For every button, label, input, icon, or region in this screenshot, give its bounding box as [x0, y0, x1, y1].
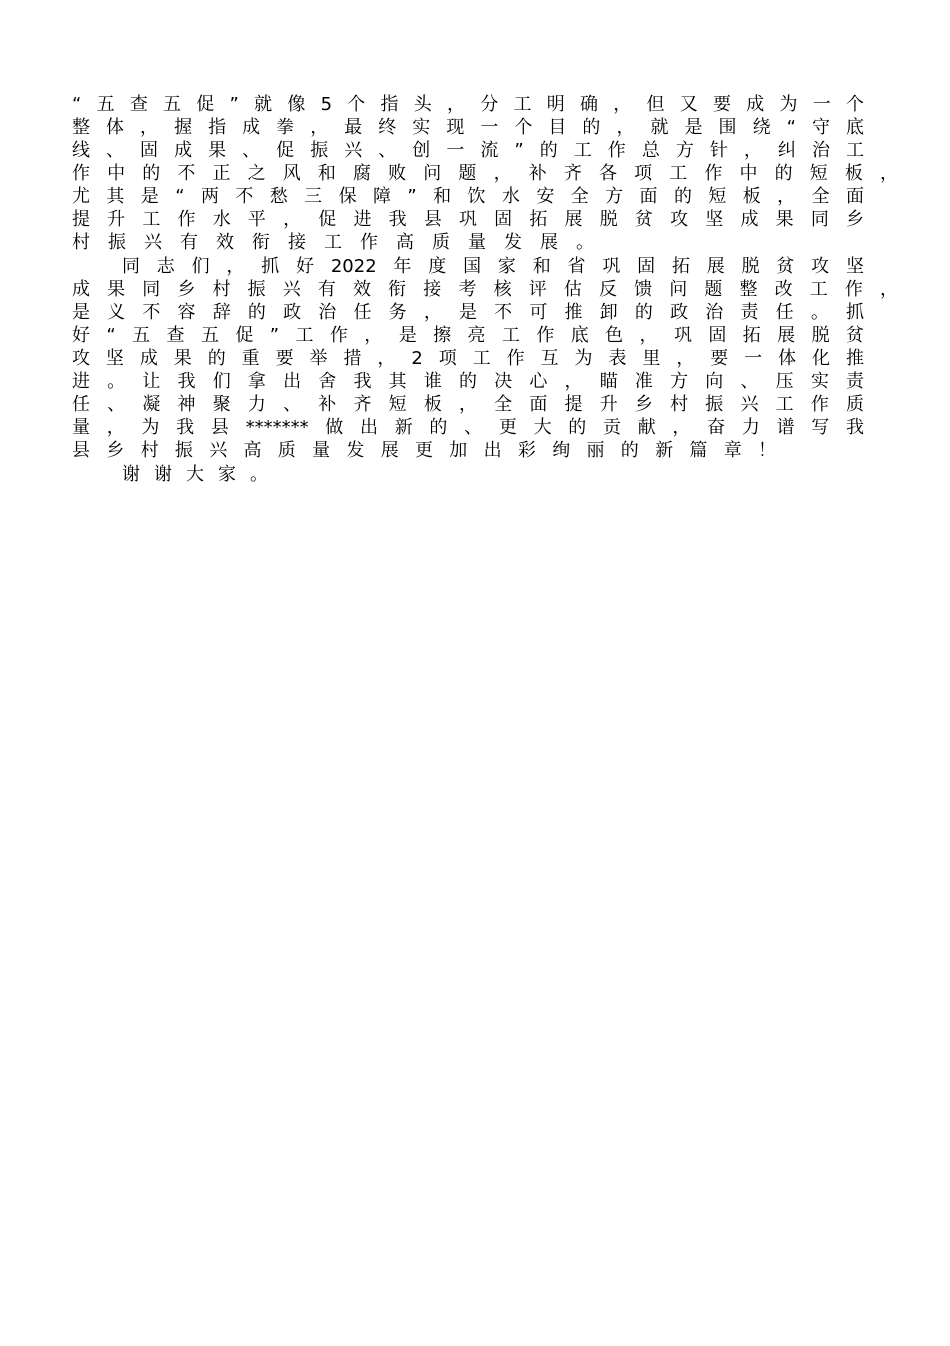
paragraph-2-line-7: 任、凝神聚力、补齐短板，全面提升乡村振兴工作质 [72, 394, 864, 415]
paragraph-2-line-3: 是义不容辞的政治任务，是不可推卸的政治责任。抓 [72, 302, 864, 323]
paragraph-2-line-8: 量，为我县*******做出新的、更大的贡献，奋力谱写我 [72, 417, 864, 438]
paragraph-1-line-2: 整体，握指成拳，最终实现一个目的，就是围绕“守底 [72, 117, 864, 138]
paragraph-2-line-1: 同志们，抓好2022年度国家和省巩固拓展脱贫攻坚 [122, 256, 864, 277]
paragraph-1-line-5: 尤其是“两不愁三保障”和饮水安全方面的短板，全面 [72, 186, 864, 207]
closing-line: 谢谢大家。 [122, 464, 268, 485]
paragraph-1-line-7: 村振兴有效衔接工作高质量发展。 [72, 232, 594, 253]
paragraph-1-line-6: 提升工作水平，促进我县巩固拓展脱贫攻坚成果同乡 [72, 209, 864, 230]
paragraph-1-line-3: 线、固成果、促振兴、创一流”的工作总方针，纠治工 [72, 140, 864, 161]
paragraph-2-line-5: 攻坚成果的重要举措，2项工作互为表里，要一体化推 [72, 348, 864, 369]
paragraph-1-line-4: 作中的不正之风和腐败问题，补齐各项工作中的短板， [72, 163, 898, 184]
paragraph-2-line-2: 成果同乡村振兴有效衔接考核评估反馈问题整改工作， [72, 279, 898, 300]
paragraph-2-line-6: 进。让我们拿出舍我其谁的决心，瞄准方向、压实责 [72, 371, 864, 392]
paragraph-1-line-1: “五查五促”就像5个指头，分工明确，但又要成为一个 [72, 94, 864, 115]
paragraph-2-line-9: 县乡村振兴高质量发展更加出彩绚丽的新篇章！ [72, 440, 776, 461]
paragraph-2-line-4: 好“五查五促”工作，是擦亮工作底色，巩固拓展脱贫 [72, 325, 864, 346]
